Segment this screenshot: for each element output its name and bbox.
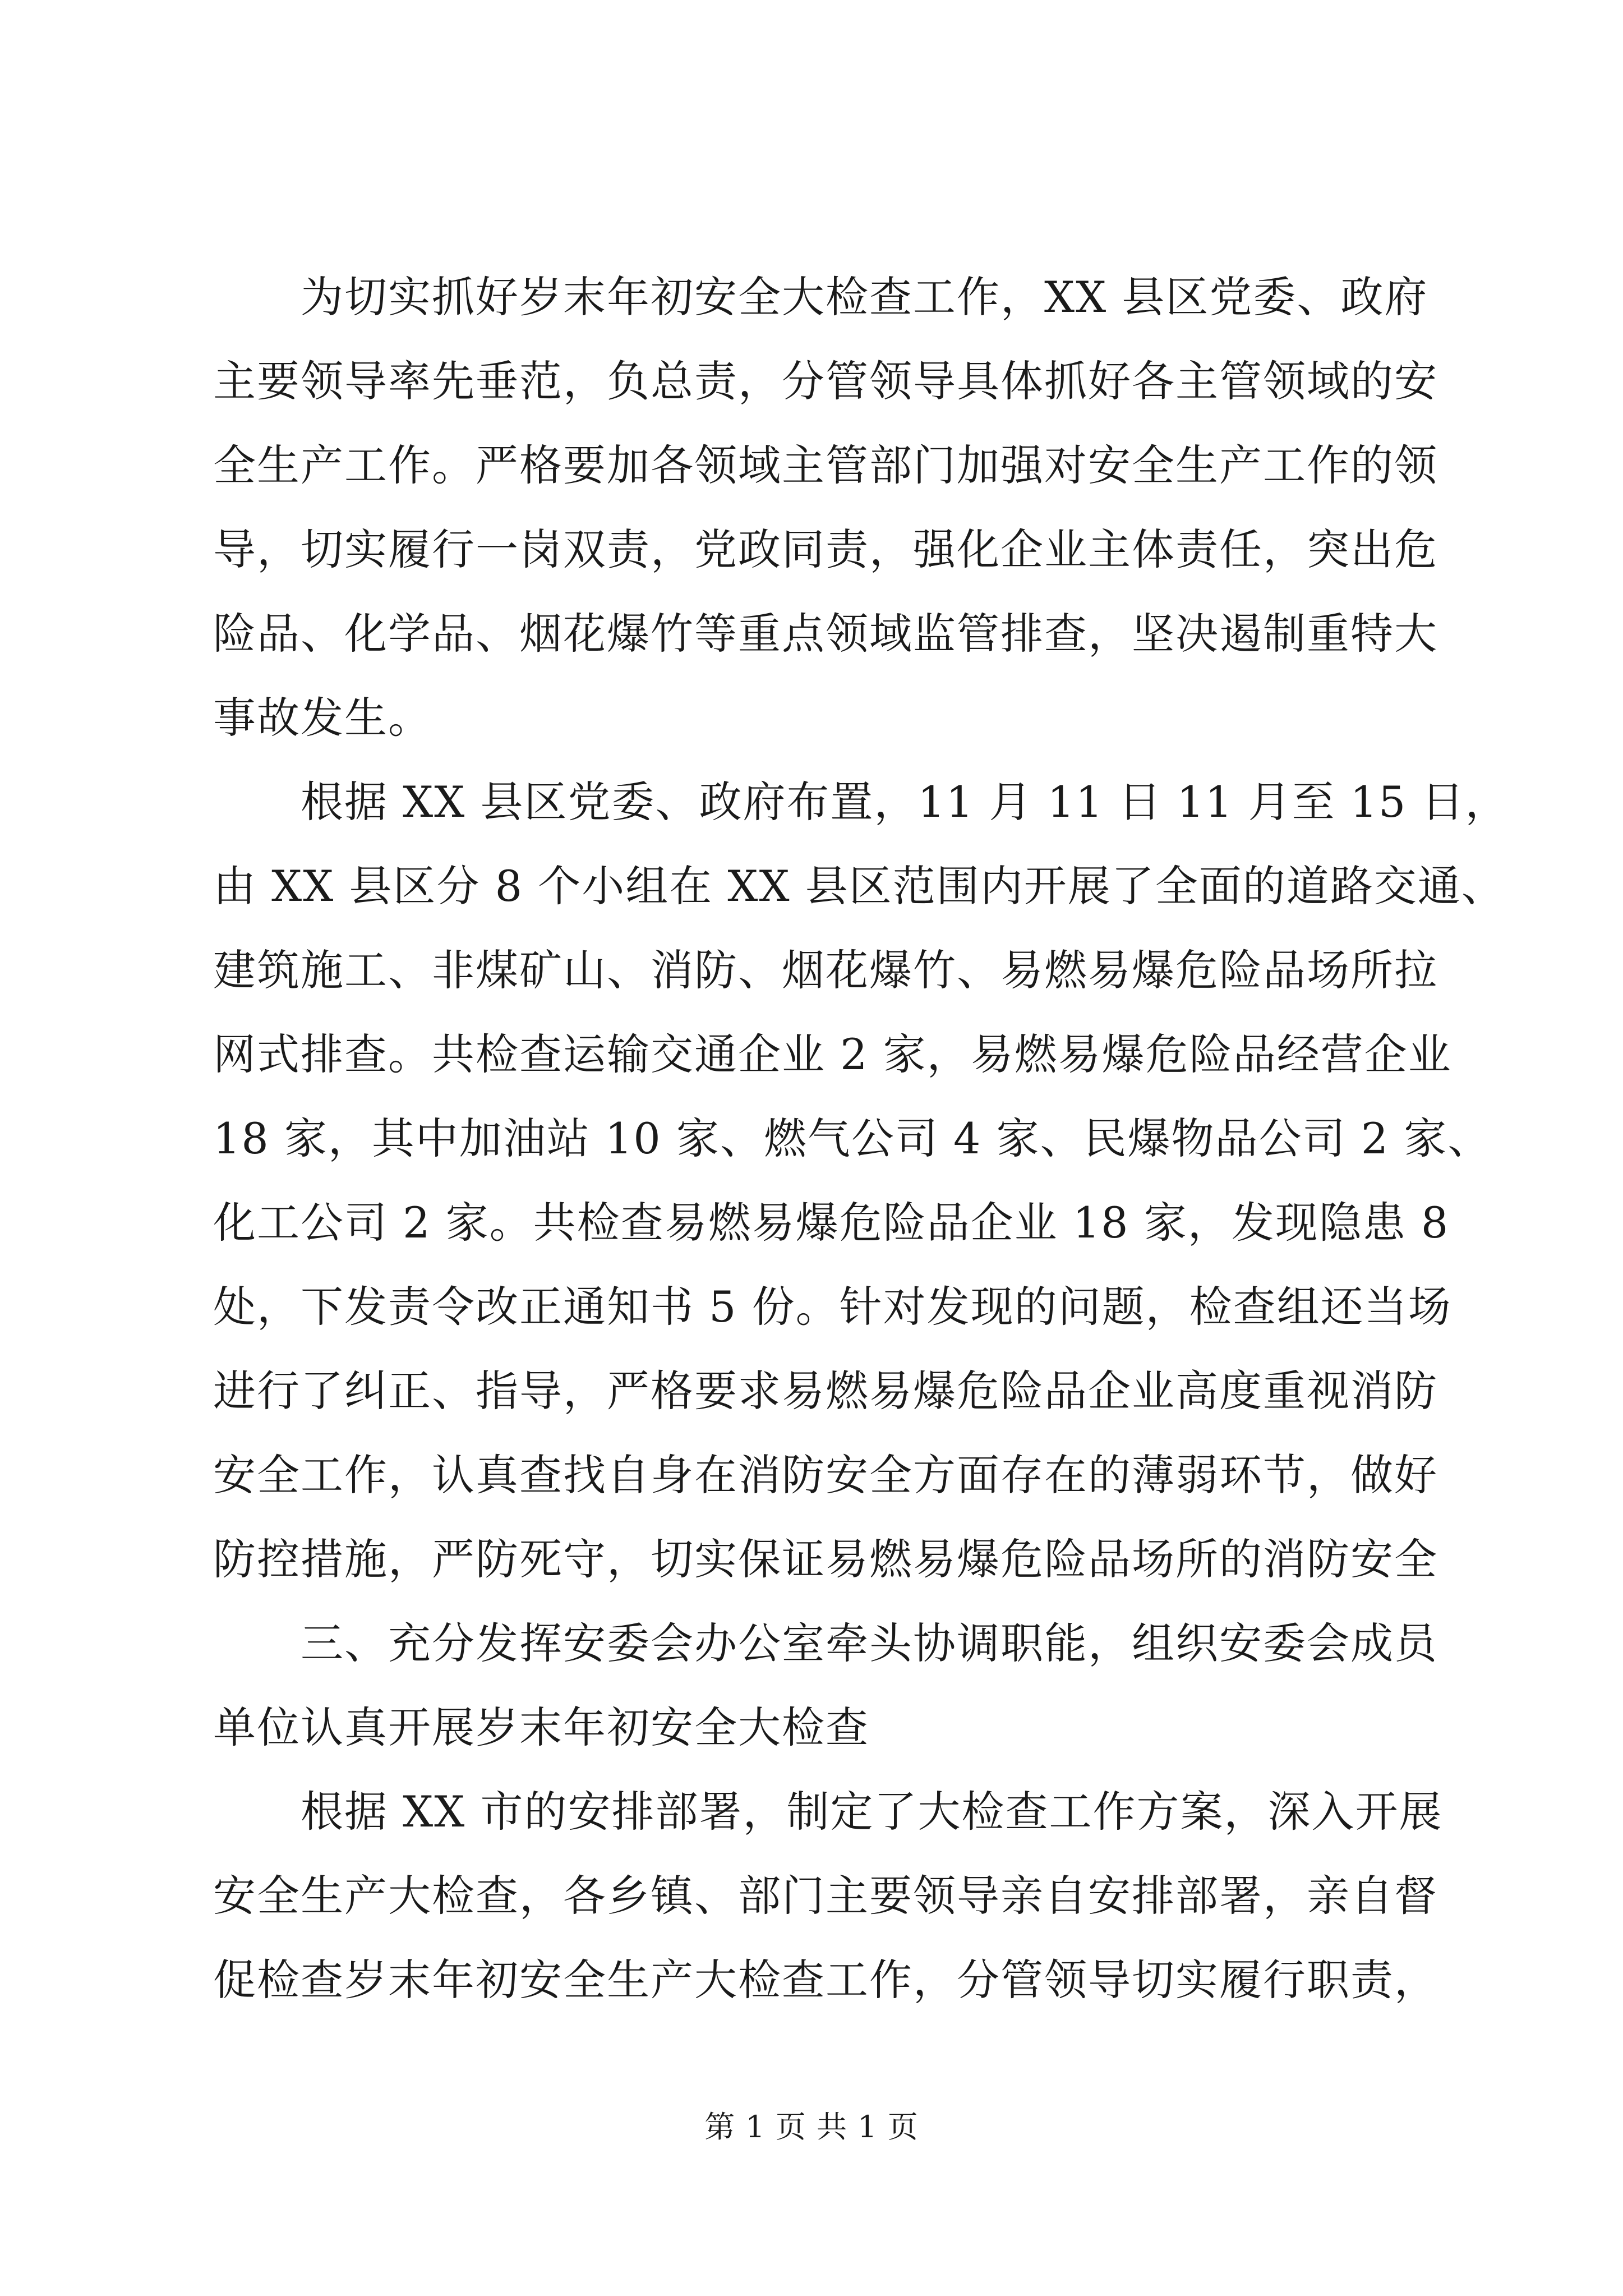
section-heading-3 bbox=[213, 1602, 1438, 1770]
text-line: 单位认真开展岁末年初安全大检查 bbox=[213, 1703, 869, 1752]
text-line: 安全工作，认真查找自身在消防安全方面存在的薄弱环节，做好 bbox=[213, 1450, 1438, 1500]
text-line: 处，下发责令改正通知书 5 份。针对发现的问题，检查组还当场 bbox=[213, 1282, 1452, 1332]
text-line: 进行了纠正、指导，严格要求易燃易爆危险品企业高度重视消防 bbox=[213, 1366, 1438, 1416]
text-line: 根据 XX 市的安排部署，制定了大检查工作方案，深入开展 bbox=[301, 1787, 1443, 1837]
text-line: 建筑施工、非煤矿山、消防、烟花爆竹、易燃易爆危险品场所拉 bbox=[213, 945, 1438, 995]
text-line: 主要领导率先垂范，负总责，分管领导具体抓好各主管领域的安 bbox=[213, 356, 1438, 406]
text-line: 网式排查。共检查运输交通企业 2 家，易燃易爆危险品经营企业 bbox=[213, 1029, 1452, 1079]
text-line: 事故发生。 bbox=[213, 693, 432, 743]
paragraph-1 bbox=[213, 255, 1438, 760]
text-line: 防控措施，严防死守，切实保证易燃易爆危险品场所的消防安全 bbox=[213, 1534, 1438, 1584]
document-body bbox=[213, 255, 1509, 2022]
text-line: 全生产工作。严格要加各领域主管部门加强对安全生产工作的领 bbox=[213, 440, 1438, 490]
text-line: 化工公司 2 家。共检查易燃易爆危险品企业 18 家，发现隐患 8 bbox=[213, 1198, 1450, 1248]
text-line: 安全生产大检查，各乡镇、部门主要领导亲自安排部署，亲自督 bbox=[213, 1871, 1438, 1921]
text-line: 18 家，其中加油站 10 家、燃气公司 4 家、民爆物品公司 2 家、 bbox=[213, 1114, 1492, 1163]
text-line: 险品、化学品、烟花爆竹等重点领域监管排查，坚决遏制重特大 bbox=[213, 609, 1438, 659]
text-line: 导，切实履行一岗双责，党政同责，强化企业主体责任，突出危 bbox=[213, 524, 1438, 574]
page-number-footer: 第 1 页 共 1 页 bbox=[704, 2109, 919, 2145]
text-line: 三、充分发挥安委会办公室牵头协调职能，组织安委会成员 bbox=[301, 1618, 1438, 1668]
text-line: 促检查岁末年初安全生产大检查工作，分管领导切实履行职责， bbox=[213, 1955, 1438, 2005]
text-line: 根据 XX 县区党委、政府布置，11 月 11 日 11 月至 15 日， bbox=[301, 777, 1509, 827]
text-line: 为切实抓好岁末年初安全大检查工作，XX 县区党委、政府 bbox=[301, 272, 1428, 322]
text-line: 由 XX 县区分 8 个小组在 XX 县区范围内开展了全面的道路交通、 bbox=[213, 861, 1505, 911]
paragraph-4 bbox=[213, 1770, 1443, 2022]
paragraph-2 bbox=[213, 760, 1509, 1602]
